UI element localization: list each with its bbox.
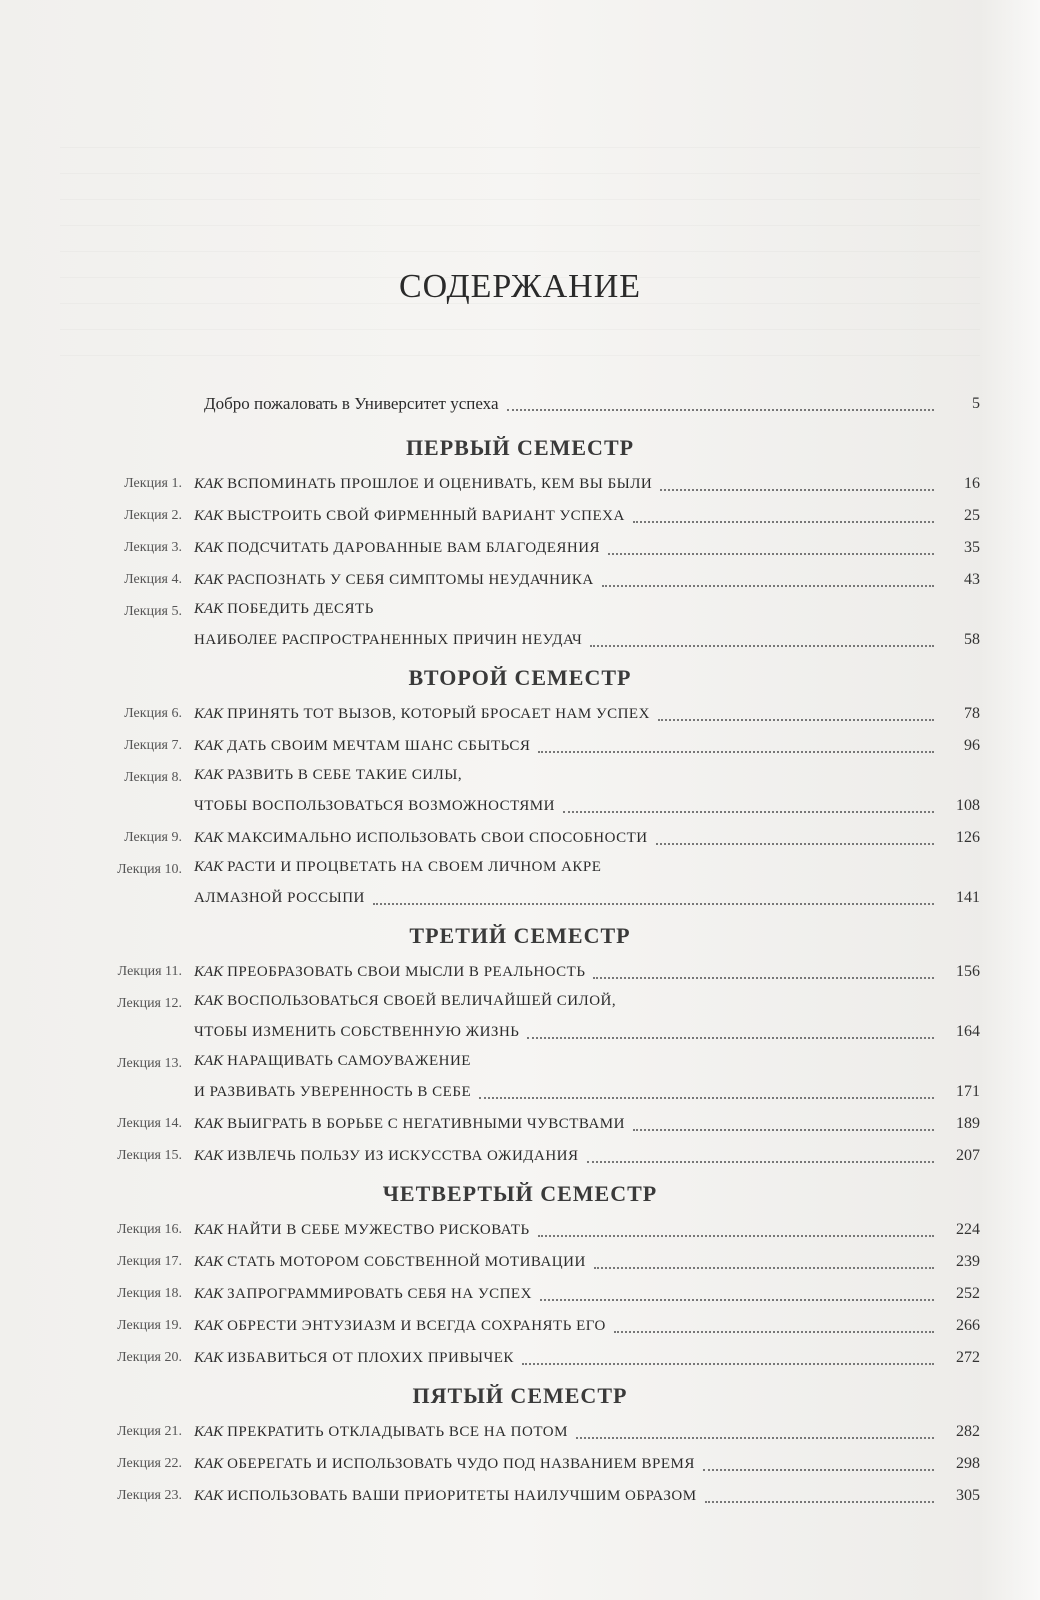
lecture-label: Лекция 5. [124, 604, 182, 619]
toc-entry [194, 468, 980, 500]
kak-word: КАК [194, 767, 224, 783]
lecture-title: ВЫИГРАТЬ В БОРЬБЕ С НЕГАТИВНЫМИ ЧУВСТВАМИ [227, 1116, 625, 1132]
lecture-title: НАЙТИ В СЕБЕ МУЖЕСТВО РИСКОВАТЬ [227, 1222, 530, 1238]
toc-entry [194, 1448, 980, 1480]
page-number: 171 [956, 1083, 980, 1100]
lecture-title-line2: ЧТОБЫ ВОСПОЛЬЗОВАТЬСЯ ВОЗМОЖНОСТЯМИ [194, 798, 555, 814]
toc-entry [194, 564, 980, 596]
kak-word: КАК [194, 1318, 224, 1334]
dot-leader [660, 489, 934, 491]
kak-word: КАК [194, 572, 224, 588]
page-number: 108 [956, 797, 980, 814]
page-number: 16 [964, 475, 980, 492]
lecture-title: ПОДСЧИТАТЬ ДАРОВАННЫЕ ВАМ БЛАГОДЕЯНИЯ [227, 540, 601, 556]
toc-entry [194, 1108, 980, 1140]
page-number: 5 [972, 395, 980, 412]
kak-word: КАК [194, 830, 224, 846]
toc-entry [194, 985, 980, 1048]
toc-row[interactable] [60, 596, 980, 656]
dot-leader [538, 1235, 934, 1237]
lecture-title: ПРЕКРАТИТЬ ОТКЛАДЫВАТЬ ВСЕ НА ПОТОМ [227, 1424, 568, 1440]
lecture-label: Лекция 16. [117, 1222, 182, 1237]
toc-row[interactable] [60, 988, 980, 1048]
toc-entry [194, 1278, 980, 1310]
toc-intro-row[interactable] [60, 388, 980, 420]
page-gutter-shade [980, 0, 1040, 1600]
kak-word: КАК [194, 1116, 224, 1132]
toc-row[interactable] [60, 1310, 980, 1342]
kak-word: КАК [194, 1488, 224, 1504]
dot-leader [576, 1437, 934, 1439]
page-number: 156 [956, 963, 980, 980]
toc-row[interactable] [60, 1448, 980, 1480]
lecture-label: Лекция 4. [124, 572, 182, 587]
toc-entry [194, 593, 980, 656]
lecture-label: Лекция 8. [124, 770, 182, 785]
lecture-label: Лекция 1. [124, 476, 182, 491]
lecture-label: Лекция 20. [117, 1350, 182, 1365]
lecture-title: ЗАПРОГРАММИРОВАТЬ СЕБЯ НА УСПЕХ [227, 1286, 532, 1302]
dot-leader [587, 1161, 934, 1163]
semesters-list [60, 428, 980, 1512]
page-number: 96 [964, 737, 980, 754]
toc-row[interactable] [60, 564, 980, 596]
lecture-label: Лекция 23. [117, 1488, 182, 1503]
semester-heading: ЧЕТВЕРТЫЙ СЕМЕСТР [382, 1181, 658, 1206]
kak-word: КАК [194, 1350, 224, 1366]
dot-leader [479, 1097, 934, 1099]
dot-leader [590, 645, 934, 647]
lecture-title: МАКСИМАЛЬНО ИСПОЛЬЗОВАТЬ СВОИ СПОСОБНОСТИ [227, 830, 648, 846]
lecture-title-line1: НАРАЩИВАТЬ САМОУВАЖЕНИЕ [227, 1053, 471, 1069]
toc-row[interactable] [60, 1480, 980, 1512]
page-number: 25 [964, 507, 980, 524]
toc-entry [194, 1214, 980, 1246]
kak-word: КАК [194, 508, 224, 524]
toc-row[interactable] [60, 1342, 980, 1374]
toc-row[interactable] [60, 468, 980, 500]
dot-leader [656, 843, 934, 845]
kak-word: КАК [194, 540, 224, 556]
page-number: 298 [956, 1455, 980, 1472]
page-number: 252 [956, 1285, 980, 1302]
kak-word: КАК [194, 1254, 224, 1270]
page-number: 126 [956, 829, 980, 846]
page-title: СОДЕРЖАНИЕ [398, 268, 642, 305]
dot-leader [507, 409, 934, 411]
semester-heading: ПЯТЫЙ СЕМЕСТР [412, 1383, 628, 1408]
kak-word: КАК [194, 993, 224, 1009]
toc-entry [194, 532, 980, 564]
page-number: 78 [964, 705, 980, 722]
kak-word: КАК [194, 964, 224, 980]
page-number: 43 [964, 571, 980, 588]
dot-leader [527, 1037, 934, 1039]
toc-row[interactable] [60, 532, 980, 564]
show-through-text [60, 72, 980, 356]
lecture-title: ПРЕОБРАЗОВАТЬ СВОИ МЫСЛИ В РЕАЛЬНОСТЬ [227, 964, 586, 980]
lecture-title-line2: ЧТОБЫ ИЗМЕНИТЬ СОБСТВЕННУЮ ЖИЗНЬ [194, 1024, 520, 1040]
semester-heading: ВТОРОЙ СЕМЕСТР [408, 665, 632, 690]
toc-entry [194, 730, 980, 762]
page-number: 282 [956, 1423, 980, 1440]
kak-word: КАК [194, 601, 224, 617]
toc-row[interactable] [60, 698, 980, 730]
toc-row[interactable] [60, 1416, 980, 1448]
lecture-title-line1: РАСТИ И ПРОЦВЕТАТЬ НА СВОЕМ ЛИЧНОМ АКРЕ [227, 859, 602, 875]
dot-leader [540, 1299, 934, 1301]
toc-entry [194, 500, 980, 532]
toc-row[interactable] [60, 1214, 980, 1246]
kak-word: КАК [194, 476, 224, 492]
kak-word: КАК [194, 1286, 224, 1302]
lecture-label: Лекция 14. [117, 1116, 182, 1131]
semester-heading: ПЕРВЫЙ СЕМЕСТР [405, 435, 635, 460]
dot-leader [373, 903, 934, 905]
table-of-contents [60, 388, 980, 1512]
dot-leader [602, 585, 934, 587]
lecture-label: Лекция 21. [117, 1424, 182, 1439]
toc-row[interactable] [60, 762, 980, 822]
toc-row[interactable] [60, 1246, 980, 1278]
dot-leader [538, 751, 934, 753]
lecture-title: ПРИНЯТЬ ТОТ ВЫЗОВ, КОТОРЫЙ БРОСАЕТ НАМ УСПЕХ [227, 706, 650, 722]
toc-entry [194, 1310, 980, 1342]
toc-row[interactable] [60, 1108, 980, 1140]
toc-entry [194, 822, 980, 854]
lecture-label: Лекция 2. [124, 508, 182, 523]
toc-entry [194, 1342, 980, 1374]
lecture-title: ОБЕРЕГАТЬ И ИСПОЛЬЗОВАТЬ ЧУДО ПОД НАЗВАНИЕМ ВРЕМЯ [227, 1456, 695, 1472]
page-number: 207 [956, 1147, 980, 1164]
lecture-label: Лекция 10. [117, 862, 182, 877]
lecture-title: СТАТЬ МОТОРОМ СОБСТВЕННОЙ МОТИВАЦИИ [227, 1254, 586, 1270]
lecture-label: Лекция 18. [117, 1286, 182, 1301]
kak-word: КАК [194, 1222, 224, 1238]
lecture-title: РАСПОЗНАТЬ У СЕБЯ СИМПТОМЫ НЕУДАЧНИКА [227, 572, 594, 588]
dot-leader [614, 1331, 934, 1333]
toc-entry [194, 759, 980, 822]
lecture-label: Лекция 15. [117, 1148, 182, 1163]
kak-word: КАК [194, 738, 224, 754]
toc-row[interactable] [60, 730, 980, 762]
lecture-label: Лекция 17. [117, 1254, 182, 1269]
page-number: 266 [956, 1317, 980, 1334]
page-number: 58 [964, 631, 980, 648]
toc-row[interactable] [60, 956, 980, 988]
toc-entry [194, 851, 980, 914]
dot-leader [593, 977, 934, 979]
lecture-title-line2: НАИБОЛЕЕ РАСПРОСТРАНЕННЫХ ПРИЧИН НЕУДАЧ [194, 632, 583, 648]
page-number: 224 [956, 1221, 980, 1238]
toc-entry [194, 698, 980, 730]
toc-row[interactable] [60, 1278, 980, 1310]
dot-leader [633, 521, 934, 523]
toc-row[interactable] [60, 1140, 980, 1172]
lecture-title-line1: ВОСПОЛЬЗОВАТЬСЯ СВОЕЙ ВЕЛИЧАЙШЕЙ СИЛОЙ, [227, 993, 617, 1009]
kak-word: КАК [194, 859, 224, 875]
lecture-title-line2: И РАЗВИВАТЬ УВЕРЕННОСТЬ В СЕБЕ [194, 1084, 472, 1100]
kak-word: КАК [194, 1148, 224, 1164]
kak-word: КАК [194, 706, 224, 722]
lecture-title: ИЗВЛЕЧЬ ПОЛЬЗУ ИЗ ИСКУССТВА ОЖИДАНИЯ [227, 1148, 579, 1164]
toc-entry [194, 1416, 980, 1448]
lecture-title: ИЗБАВИТЬСЯ ОТ ПЛОХИХ ПРИВЫЧЕК [227, 1350, 514, 1366]
page-number: 305 [956, 1487, 980, 1504]
lecture-title-line1: ПОБЕДИТЬ ДЕСЯТЬ [227, 601, 374, 617]
page-number: 141 [956, 889, 980, 906]
lecture-title: ИСПОЛЬЗОВАТЬ ВАШИ ПРИОРИТЕТЫ НАИЛУЧШИМ ОБРАЗОМ [227, 1488, 697, 1504]
toc-entry [194, 1246, 980, 1278]
lecture-label: Лекция 12. [117, 996, 182, 1011]
lecture-title: ОБРЕСТИ ЭНТУЗИАЗМ И ВСЕГДА СОХРАНЯТЬ ЕГО [227, 1318, 606, 1334]
kak-word: КАК [194, 1424, 224, 1440]
toc-entry [194, 1140, 980, 1172]
toc-row[interactable] [60, 500, 980, 532]
page-number: 239 [956, 1253, 980, 1270]
lecture-label: Лекция 7. [124, 738, 182, 753]
lecture-title-line2: АЛМАЗНОЙ РОССЫПИ [194, 890, 365, 906]
kak-word: КАК [194, 1053, 224, 1069]
lecture-label: Лекция 3. [124, 540, 182, 555]
dot-leader [658, 719, 934, 721]
toc-entry [194, 956, 980, 988]
lecture-label: Лекция 22. [117, 1456, 182, 1471]
lecture-label: Лекция 13. [117, 1056, 182, 1071]
lecture-label: Лекция 9. [124, 830, 182, 845]
toc-entry [194, 388, 980, 420]
dot-leader [608, 553, 934, 555]
lecture-title: ДАТЬ СВОИМ МЕЧТАМ ШАНС СБЫТЬСЯ [227, 738, 531, 754]
toc-row[interactable] [60, 822, 980, 854]
dot-leader [703, 1469, 934, 1471]
page-number: 189 [956, 1115, 980, 1132]
toc-entry [194, 1480, 980, 1512]
page-number: 35 [964, 539, 980, 556]
dot-leader [594, 1267, 934, 1269]
page-number: 272 [956, 1349, 980, 1366]
toc-row[interactable] [60, 854, 980, 914]
semester-heading: ТРЕТИЙ СЕМЕСТР [409, 923, 631, 948]
intro-text: Добро пожаловать в Университет успеха [204, 394, 499, 413]
dot-leader [522, 1363, 934, 1365]
lecture-label: Лекция 6. [124, 706, 182, 721]
dot-leader [563, 811, 934, 813]
lecture-title: ВСПОМИНАТЬ ПРОШЛОЕ И ОЦЕНИВАТЬ, КЕМ ВЫ БЫЛИ [227, 476, 653, 492]
kak-word: КАК [194, 1456, 224, 1472]
toc-entry [194, 1045, 980, 1108]
lecture-label: Лекция 19. [117, 1318, 182, 1333]
lecture-title-line1: РАЗВИТЬ В СЕБЕ ТАКИЕ СИЛЫ, [227, 767, 463, 783]
page-number: 164 [956, 1023, 980, 1040]
toc-row[interactable] [60, 1048, 980, 1108]
lecture-title: ВЫСТРОИТЬ СВОЙ ФИРМЕННЫЙ ВАРИАНТ УСПЕХА [227, 508, 625, 524]
lecture-label: Лекция 11. [117, 964, 182, 979]
dot-leader [633, 1129, 934, 1131]
dot-leader [705, 1501, 934, 1503]
